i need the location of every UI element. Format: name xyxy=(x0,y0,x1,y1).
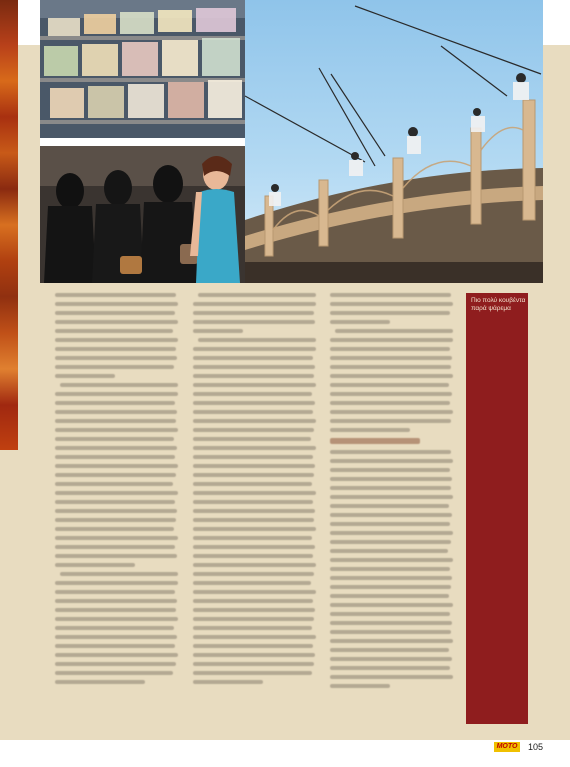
women-photo xyxy=(40,146,245,283)
article-column-1 xyxy=(55,293,178,689)
spice-photo-strip xyxy=(0,0,18,450)
article-column-2 xyxy=(193,293,316,689)
article-subheading xyxy=(330,438,420,444)
sweets-display-photo xyxy=(40,0,245,138)
sidebar-title: Πιο πολύ κουβέντα παρά ψάρεμα xyxy=(471,297,526,312)
magazine-logo: MOTO xyxy=(494,742,520,752)
page-footer xyxy=(0,740,570,767)
sidebar-box xyxy=(466,293,528,724)
bridge-fishermen-photo xyxy=(245,0,543,283)
article-column-3 xyxy=(330,293,453,693)
page-number: 105 xyxy=(528,742,544,752)
